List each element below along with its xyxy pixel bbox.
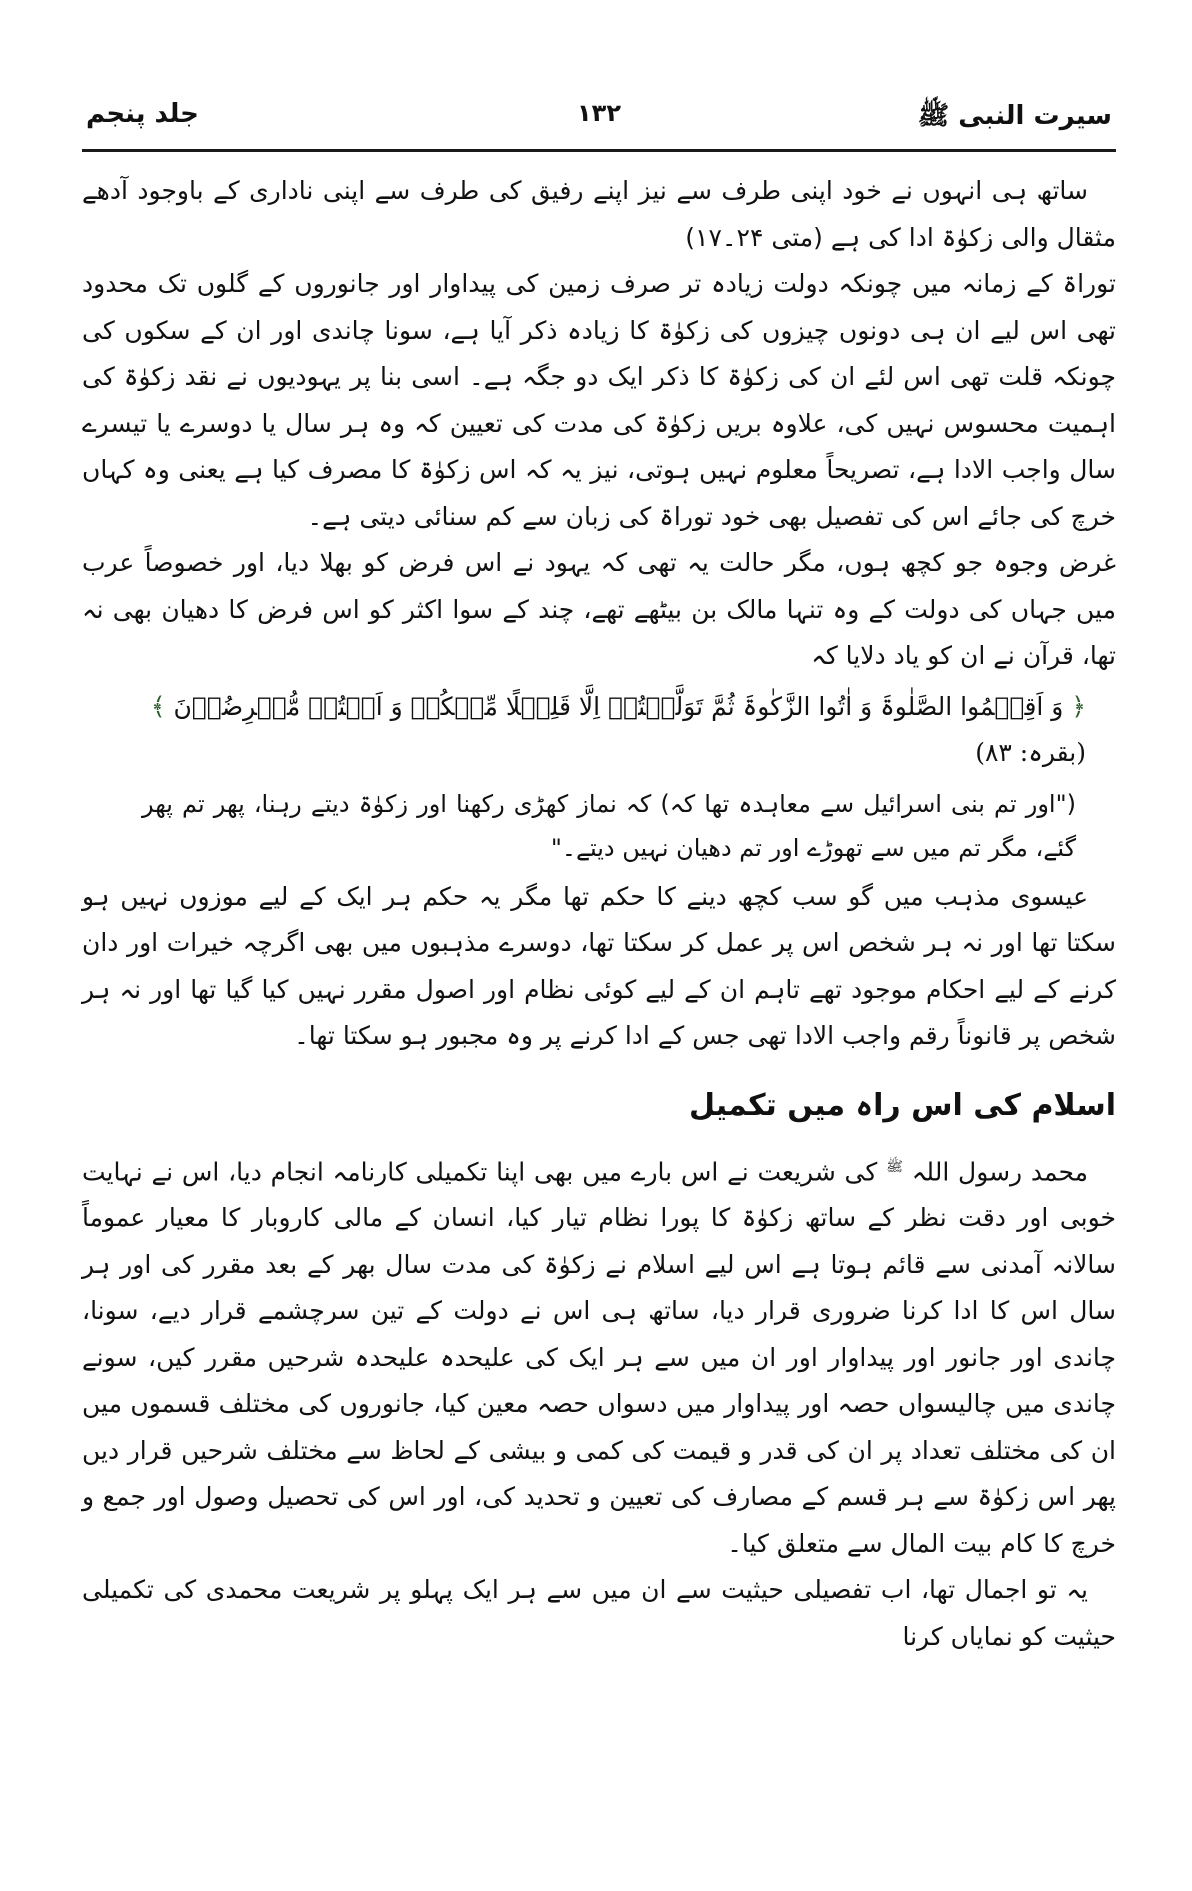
paragraph-islam-completion [82, 1144, 1116, 1568]
paragraph-islam-completion-text: کی شریعت نے اس بارے میں بھی اپنا تکمیلی کارنامہ انجام دیا، اس نے نہایت خوبی اور دقت نظر کے ساتھ زکوٰۃ کا پورا نظام تیار کیا، انسان کے مالی کاروبار کا معیار عموماً سالانہ آمدنی سے قائم ہوتا ہے اس لیے اسلام نے زکوٰۃ کی مدت سال بھر کے بعد مقرر کی اور ہر سال اس کا ادا کرنا ضروری قرار دیا، ساتھ ہی اس نے دولت کے تین سرچشمے قرار دیے، سونا، چاندی اور جانور اور پیداوار اور ان میں سے ہر ایک کی علیحدہ علیحدہ شرحیں مقرر کیں، سونے چاندی میں چالیسواں حصہ اور پیداوار میں دسواں حصہ معین کیا، جانوروں کی مختلف قسموں میں ان کی مختلف تعداد پر ان کی قدر و قیمت کی کمی و بیشی کے لحاظ سے مختلف شرحیں قرار دیں پھر اس زکوٰۃ سے ہر قسم کے مصارف کی تعیین و تحدید کی، اور اس کی تحصیل وصول اور جمع و خرچ کا کام بیت المال سے متعلق کیا۔ [82, 1156, 1116, 1558]
page-body [82, 168, 1116, 1660]
ornamental-bracket-open: ﴿ [1071, 691, 1086, 721]
paragraph-1: ساتھ ہی انہوں نے خود اپنی طرف سے نیز اپنے رفیق کی طرف سے اپنی ناداری کے باوجود آدھے مثقال والی زکوٰۃ ادا کی ہے (متی ۲۴۔۱۷) [82, 176, 1116, 252]
book-page [82, 0, 1116, 1891]
book-title: سیرت النبی ﷺ [917, 101, 1112, 131]
page-number: ۱۳۲ [577, 99, 621, 127]
quran-verse-block [82, 684, 1086, 776]
quran-reference: (بقرہ: ۸۳) [975, 737, 1086, 767]
section-heading: اسلام کی اس راہ میں تکمیل [688, 1087, 1116, 1123]
quran-verse: وَ اَقِیۡمُوا الصَّلٰوۃَ وَ اٰتُوا الزَّکٰوۃَ ثُمَّ تَوَلَّیۡتُمۡ اِلَّا قَلِیۡلًا مِّنۡکُمۡ وَ اَنۡتُمۡ مُّعۡرِضُوۡنَ [173, 691, 1064, 721]
paragraph-jews-forgot: غرض وجوہ جو کچھ ہوں، مگر حالت یہ تھی کہ یہود نے اس فرض کو بھلا دیا، اور خصوصاً عرب میں جہاں کی دولت کے وہ تنہا مالک بن بیٹھے تھے، چند کے سوا اکثر کو اس فرض کا دھیان بھی نہ تھا، قرآن نے ان کو یاد دلایا کہ [82, 548, 1116, 670]
verse-translation: ("اور تم بنی اسرائیل سے معاہدہ تھا کہ) کہ نماز کھڑی رکھنا اور زکوٰۃ دیتے رہنا، پھر تم پھر گئے، مگر تم میں سے تھوڑے اور تم دھیان نہیں دیتے۔" [142, 789, 1076, 862]
paragraph-christianity: عیسوی مذہب میں گو سب کچھ دینے کا حکم تھا مگر یہ حکم ہر ایک کے لیے موزوں نہیں ہو سکتا تھا اور نہ ہر شخص اس پر عمل کر سکتا تھا، دوسرے مذہبوں میں بھی اگرچہ خیرات اور دان کرنے کے لیے احکام موجود تھے تاہم ان کے لیے کوئی نظام اور اصول مقرر نہیں کیا گیا تھا اور نہ ہر شخص پر قانوناً رقم واجب الادا تھی جس کے ادا کرنے پر وہ مجبور ہو سکتا تھا۔ [82, 881, 1116, 1050]
volume-label: جلد پنجم [86, 99, 199, 129]
honorific-glyph: ﷺ [886, 1158, 903, 1175]
paragraph-summary: یہ تو اجمال تھا، اب تفصیلی حیثیت سے ان میں سے ہر ایک پہلو پر شریعت محمدی کی تکمیلی حیثیت کو نمایاں کرنا [82, 1575, 1116, 1651]
paragraph-torah-zakat: توراۃ کے زمانہ میں چونکہ دولت زیادہ تر صرف زمین کی پیداوار اور جانوروں کے گلوں تک محدود تھی اس لیے ان ہی دونوں چیزوں کی زکوٰۃ کا زیادہ ذکر آیا ہے، سونا چاندی اور ان کے سکوں کی چونکہ قلت تھی اس لئے ان کی زکوٰۃ کا ذکر ایک دو جگہ ہے۔ اسی بنا پر یہودیوں نے نقد زکوٰۃ کی اہمیت محسوس نہیں کی، علاوہ بریں زکوٰۃ کی مدت کی تعیین کہ وہ ہر سال یا دوسرے یا تیسرے سال واجب الادا ہے، تصریحاً معلوم نہیں ہوتی، نیز یہ کہ اس زکوٰۃ کا مصرف کیا ہے یعنی وہ کہاں خرچ کی جائے اس کی تفصیل بھی خود توراۃ کی زبان سے کم سنائی دیتی ہے۔ [82, 269, 1116, 531]
page-header [82, 95, 1116, 152]
ornamental-bracket-close: ﴾ [150, 691, 166, 721]
prophet-name: محمد رسول اللہ [911, 1156, 1089, 1186]
